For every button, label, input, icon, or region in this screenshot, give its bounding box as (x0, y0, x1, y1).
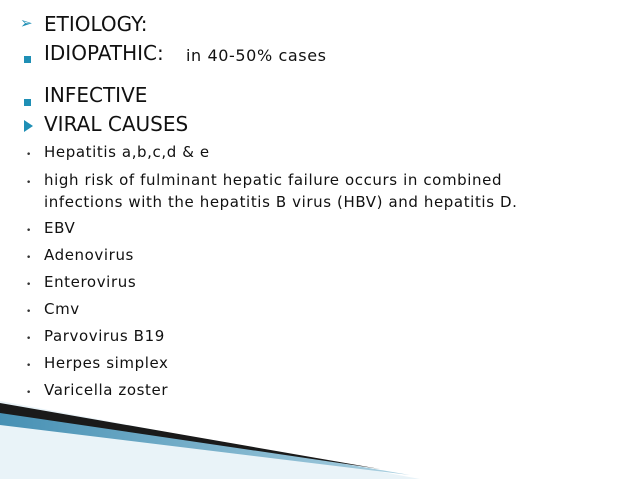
dot-bullet-icon: • (26, 307, 32, 317)
idiopathic-label: IDIOPATHIC: (44, 41, 164, 65)
triangle-bullet-icon (24, 120, 33, 132)
dot-bullet-icon: • (26, 253, 32, 263)
list-item: Herpes simplex (44, 354, 169, 372)
list-item: Hepatitis a,b,c,d & e (44, 143, 210, 161)
outline-arrow-bullet-icon: ➢ (20, 14, 33, 32)
dot-bullet-icon: • (26, 150, 32, 160)
infective-label: INFECTIVE (44, 83, 148, 107)
list-item: Cmv (44, 300, 80, 318)
list-item: Adenovirus (44, 246, 134, 264)
square-bullet-icon (24, 91, 31, 110)
dot-bullet-icon: • (26, 334, 32, 344)
list-item-continuation: infections with the hepatitis B virus (HBV) and hepatitis D. (44, 193, 518, 211)
viral-causes-label: VIRAL CAUSES (44, 112, 189, 136)
dot-bullet-icon: • (26, 388, 32, 398)
dot-bullet-icon: • (26, 178, 32, 188)
list-item: Varicella zoster (44, 381, 169, 399)
list-item: Parvovirus B19 (44, 327, 165, 345)
dot-bullet-icon: • (26, 280, 32, 290)
section-heading: ETIOLOGY: (44, 12, 148, 36)
idiopathic-percentage: in 40-50% cases (186, 46, 327, 65)
list-item: Enterovirus (44, 273, 137, 291)
list-item: high risk of fulminant hepatic failure occurs in combined (44, 171, 503, 189)
decorative-swoosh (0, 395, 420, 479)
dot-bullet-icon: • (26, 361, 32, 371)
dot-bullet-icon: • (26, 226, 32, 236)
square-bullet-icon (24, 48, 31, 67)
list-item: EBV (44, 219, 76, 237)
